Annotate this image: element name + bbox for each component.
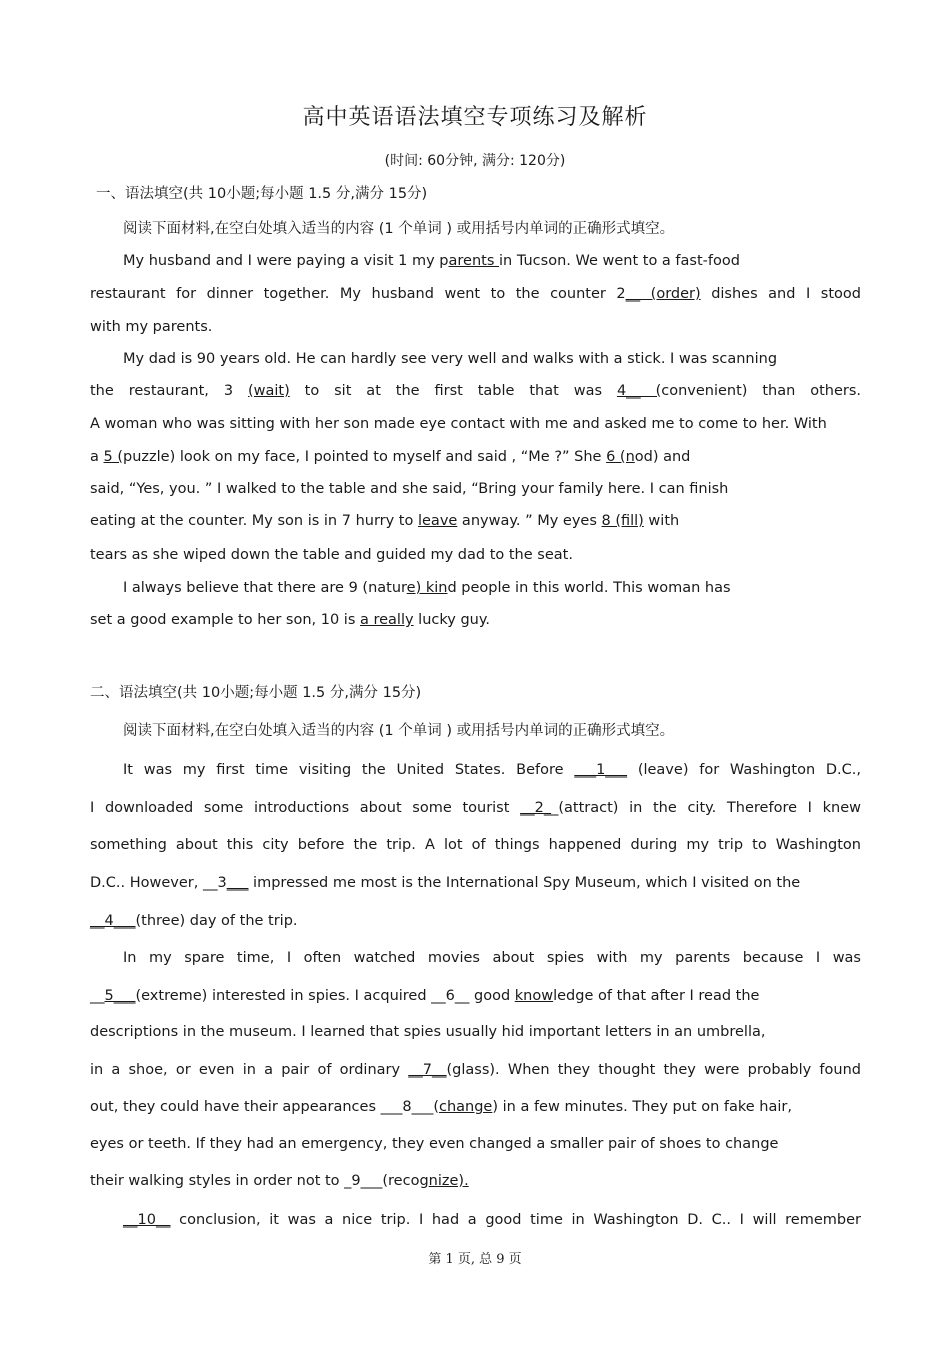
passage-line [123,949,861,967]
underlined-blank: leave [417,513,458,529]
passage-line [90,285,861,303]
passage-text: dishes and I stood [700,286,861,302]
passage-text: eating at the counter. My son is in 7 hurry to [90,513,418,529]
passage-text: d people in this world. This woman has [447,580,731,596]
passage-line [123,252,740,270]
passage-text: said, “Yes, you. ” I walked to the table and she said, “Bring your family here. I can finish [90,481,729,497]
underlined-blank: 8 (fill) [601,513,644,529]
underlined-blank: __4___ [90,913,136,929]
exam-meta: (时间: 60分钟, 满分: 120分) [384,153,566,169]
underlined-blank: (wait) [247,383,290,399]
passage-text: _(attract) in the city. Therefore I knew [551,800,861,816]
passage-text: to sit at the first table that was [289,383,617,399]
passage-text: (three) day of the trip. [135,913,298,929]
underlined-blank: ___1___ [574,762,628,778]
underlined-blank: 5 ( [103,449,123,465]
passage-text: In my spare time, I often watched movies about spies with my parents because I was [123,950,861,966]
passage-text: in a shoe, or even in a pair of ordinary [90,1062,409,1078]
underlined-blank: __7__ [408,1062,447,1078]
passage-text: I downloaded some introductions about some tourist [90,800,521,816]
underlined-blank: __10__ [123,1212,171,1228]
passage-line [90,912,298,930]
passage-line [90,987,759,1005]
underlined-blank: ___ [226,875,249,891]
passage-text: their walking styles in order not to _9___(recog [90,1173,429,1189]
passage-text: in Tucson. We went to a fast-food [499,253,740,269]
passage-line [90,448,690,466]
passage-text: (leave) for Washington D.C., [627,762,862,778]
passage-line [90,1135,778,1153]
passage-text: restaurant for dinner together. My husband went to the counter 2 [90,286,626,302]
passage-line [90,480,728,498]
passage-text: anyway. ” My eyes [457,513,602,529]
passage-text: My husband and I were paying a visit 1 my p [123,253,449,269]
passage-text: out, they could have their appearances ___8___( [90,1099,439,1115]
page-title: 高中英语语法填空专项练习及解析 [302,105,648,130]
passage-line [90,1061,861,1079]
underlined-blank: 5___ [104,988,136,1004]
page-footer: 第 1 页, 总 9 页 [428,1252,522,1267]
passage-line [90,836,861,854]
underlined-blank: change [438,1099,493,1115]
section-1-heading: 一、语法填空(共 10小题;每小题 1.5 分,满分 15分) [96,186,428,202]
passage-text: with [643,513,680,529]
passage-text: D.C.. However, __3 [90,875,227,891]
passage-text: (glass). When they thought they were probably found [446,1062,861,1078]
passage-text: eyes or teeth. If they had an emergency, they even changed a smaller pair of shoes to change [90,1136,779,1152]
passage-line [90,799,861,817]
passage-text: lucky guy. [413,612,490,628]
passage-text: tears as she wiped down the table and guided my dad to the seat. [90,547,573,563]
underlined-blank: 4__ ( [616,383,662,399]
underlined-blank: a really [359,612,414,628]
passage-text: My dad is 90 years old. He can hardly see very well and walks with a stick. I was scanning [123,351,778,367]
passage-text: set a good example to her son, 10 is [90,612,360,628]
passage-line [90,1098,792,1116]
passage-text: the restaurant, 3 [90,383,248,399]
underlined-blank: e) kin [406,580,448,596]
passage-text: ) in a few minutes. They put on fake hair, [492,1099,792,1115]
passage-line [123,350,777,368]
passage-line [90,415,827,433]
passage-text: impressed me most is the International Spy Museum, which I visited on the [248,875,801,891]
underlined-blank: __ (order) [625,286,701,302]
section-2-heading: 二、语法填空(共 10小题;每小题 1.5 分,满分 15分) [90,685,422,701]
passage-line [90,382,861,400]
underlined-blank: nize). [428,1173,469,1189]
passage-line [90,1172,469,1190]
passage-text: I always believe that there are 9 (natur [123,580,407,596]
section-2-instruction: 阅读下面材料,在空白处填入适当的内容 (1 个单词 ) 或用括号内单词的正确形式填空。 [123,723,675,739]
passage-text: with my parents. [90,319,213,335]
passage-line [90,874,800,892]
passage-text: conclusion, it was a nice trip. I had a good time in Washington D. C.. I will remember [170,1212,861,1228]
passage-line [90,318,212,336]
passage-text: It was my first time visiting the United States. Before [123,762,575,778]
underlined-blank: arents [448,253,499,269]
passage-line [90,546,573,564]
passage-line [123,1211,861,1229]
underlined-blank: 6 (n [606,449,635,465]
passage-text: descriptions in the museum. I learned that spies usually hid important letters in an umbrella, [90,1024,766,1040]
passage-text: (extreme) interested in spies. I acquired __6__ good [135,988,515,1004]
passage-text: something about this city before the trip. A lot of things happened during my trip to Washington [90,837,861,853]
passage-text: __ [90,988,105,1004]
passage-text: A woman who was sitting with her son made eye contact with me and asked me to come to her. With [90,416,827,432]
passage-text: puzzle) look on my face, I pointed to myself and said , “Me ?” She [123,449,607,465]
passage-text: convenient) than others. [661,383,862,399]
passage-line [123,761,861,779]
section-1-instruction: 阅读下面材料,在空白处填入适当的内容 (1 个单词 ) 或用括号内单词的正确形式填空。 [123,221,675,237]
passage-text: ledge of that after I read the [553,988,760,1004]
passage-line [90,512,679,530]
underlined-blank: __2_ [520,800,552,816]
passage-line [90,611,490,629]
passage-line [123,579,731,597]
underlined-blank: know [514,988,554,1004]
passage-line [90,1023,765,1041]
passage-text: od) and [634,449,691,465]
passage-text: a [90,449,104,465]
